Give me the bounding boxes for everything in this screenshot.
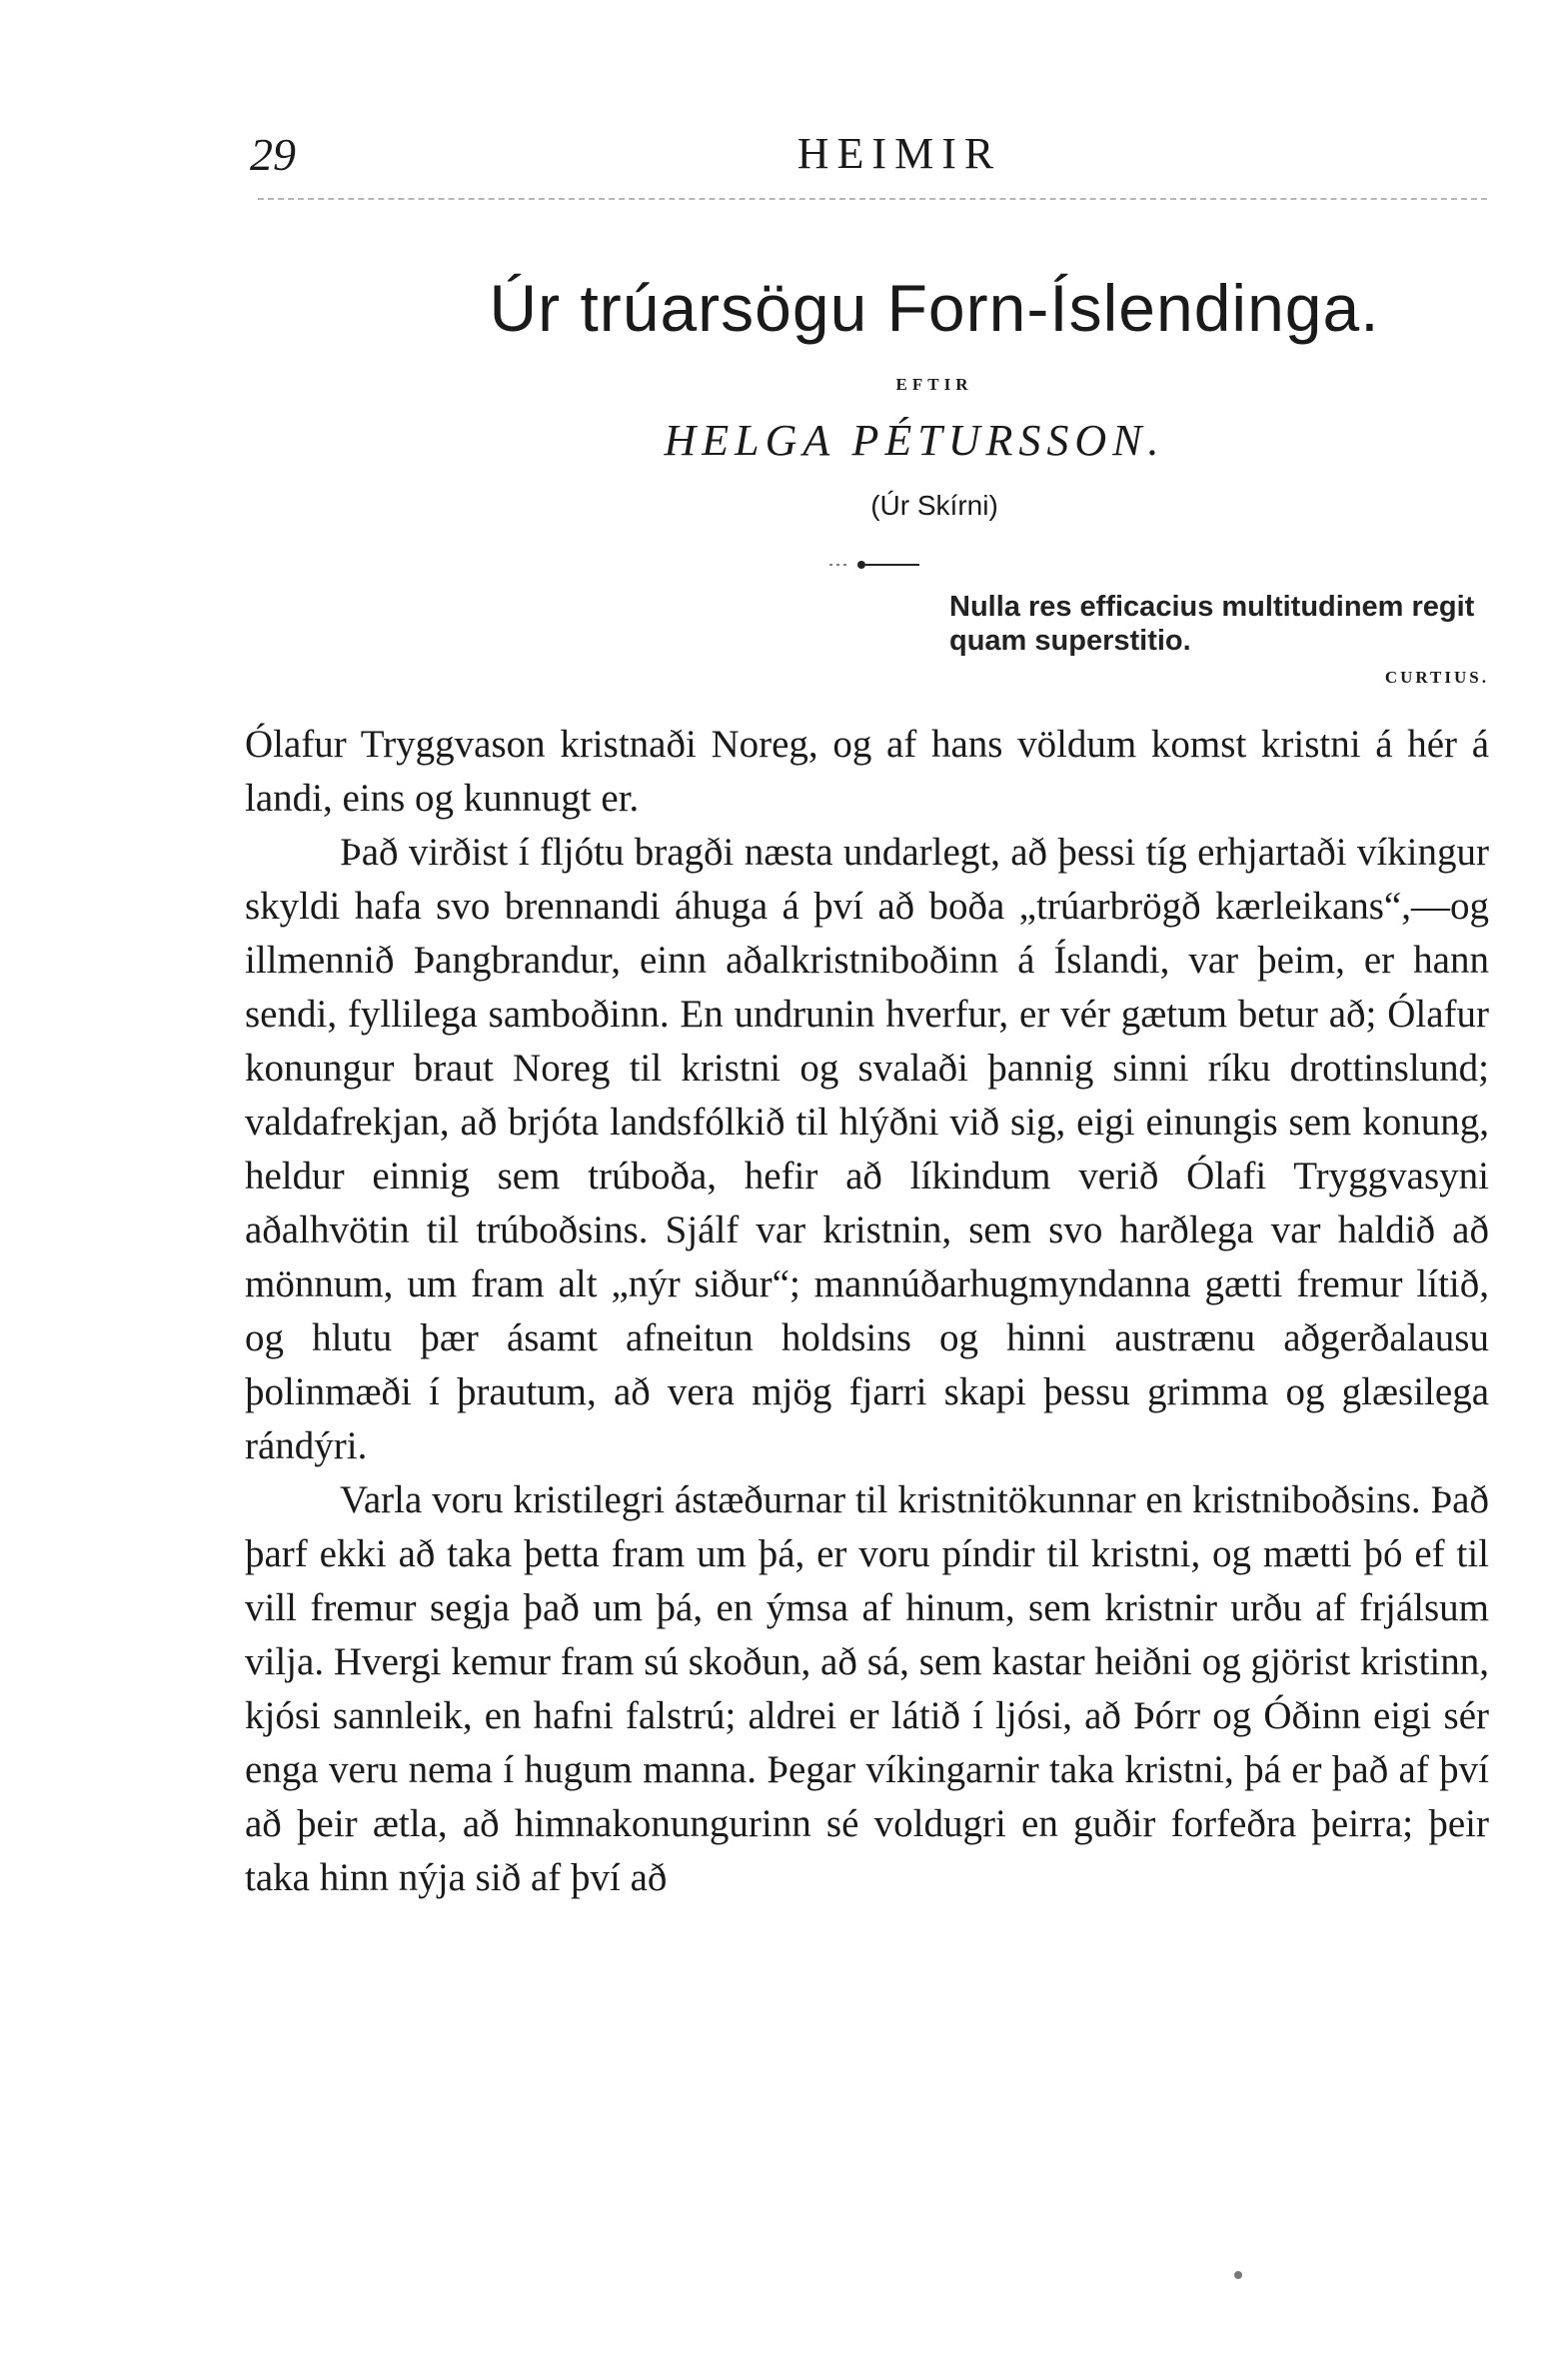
author-name: HELGA PÉTURSSON. — [664, 416, 1165, 465]
article-title: Úr trúarsögu Forn-Íslendinga. — [489, 271, 1380, 345]
epigraph-attribution: CURTIUS. — [1384, 668, 1489, 687]
paragraph: Varla voru kristilegri ástæðurnar til kristnitökunnar en kristniboðsins. Það þarf ekki að taka þetta fram um þá, er voru píndir til kristni, og mætti þó ef til vill fremur segja það um þá, en ýmsa af hinum, sem kristnir urðu af frjálsum vilja. Hvergi kemur fram sú skoðun, að sá, sem kastar heiðni og gjörist kristinn, kjósi sannleik, en hafni falstrú; aldrei er látið í ljósi, að Þórr og Óðinn eigi sér enga veru nema í hugum manna. Þegar víkingarnir taka kristni, þá er það af því að þeir ætla, að himnakonungurinn sé voldugri en guðir forfeðra þeirra; þeir taka hinn nýja sið af því að — [245, 1478, 1489, 1899]
paragraph: Það virðist í fljótu bragði næsta undarlegt, að þessi tíg erhjartaði víkingur skyldi hafa svo brennandi áhuga á því að boða „trúarbrögð kærleikans“,—og illmennið Þangbrandur, einn aðalkristniboðinn á Íslandi, var þeim, er hann sendi, fyllilega samboðinn. En undrunin hverfur, er vér gætum betur að; Ólafur konungur braut Noreg til kristni og svalaði þannig sinni ríku drottinslund; valdafrekjan, að brjóta landsfólkið til hlýðni við sig, eigi einungis sem konung, heldur einnig sem trúboða, hefir að líkindum verið Ólafi Tryggvasyni aðalhvötin til trúboðsins. Sjálf var kristnin, sem svo harðlega var haldið að mönnum, um fram alt „nýr siður“; mannúðarhugmyndanna gætti fremur lítið, og hlutu þær ásamt afneitun holdsins og hinni austrænu aðgerðalausu þolinmæði í þrautum, að vera mjög fjarri skapi þessu grimma og glæsilega rándýri. — [245, 831, 1489, 1467]
running-title: HEIMIR — [796, 129, 1002, 178]
page-number: 29 — [250, 129, 296, 180]
printer-mark — [1234, 2271, 1242, 2279]
header-rule — [258, 198, 1487, 200]
ornament-divider — [809, 555, 949, 575]
running-header — [250, 128, 1489, 188]
paragraph: Ólafur Tryggvason kristnaði Noreg, og af hans völdum komst kristni á hér á landi, eins og kunnugt er. — [245, 723, 1489, 820]
source-note: (Úr Skírni) — [870, 490, 998, 521]
body-text — [245, 718, 1489, 1905]
byline-label: EFTIR — [895, 375, 973, 394]
epigraph: Nulla res efficacius multitudinem regit quam superstitio. — [949, 591, 1475, 657]
